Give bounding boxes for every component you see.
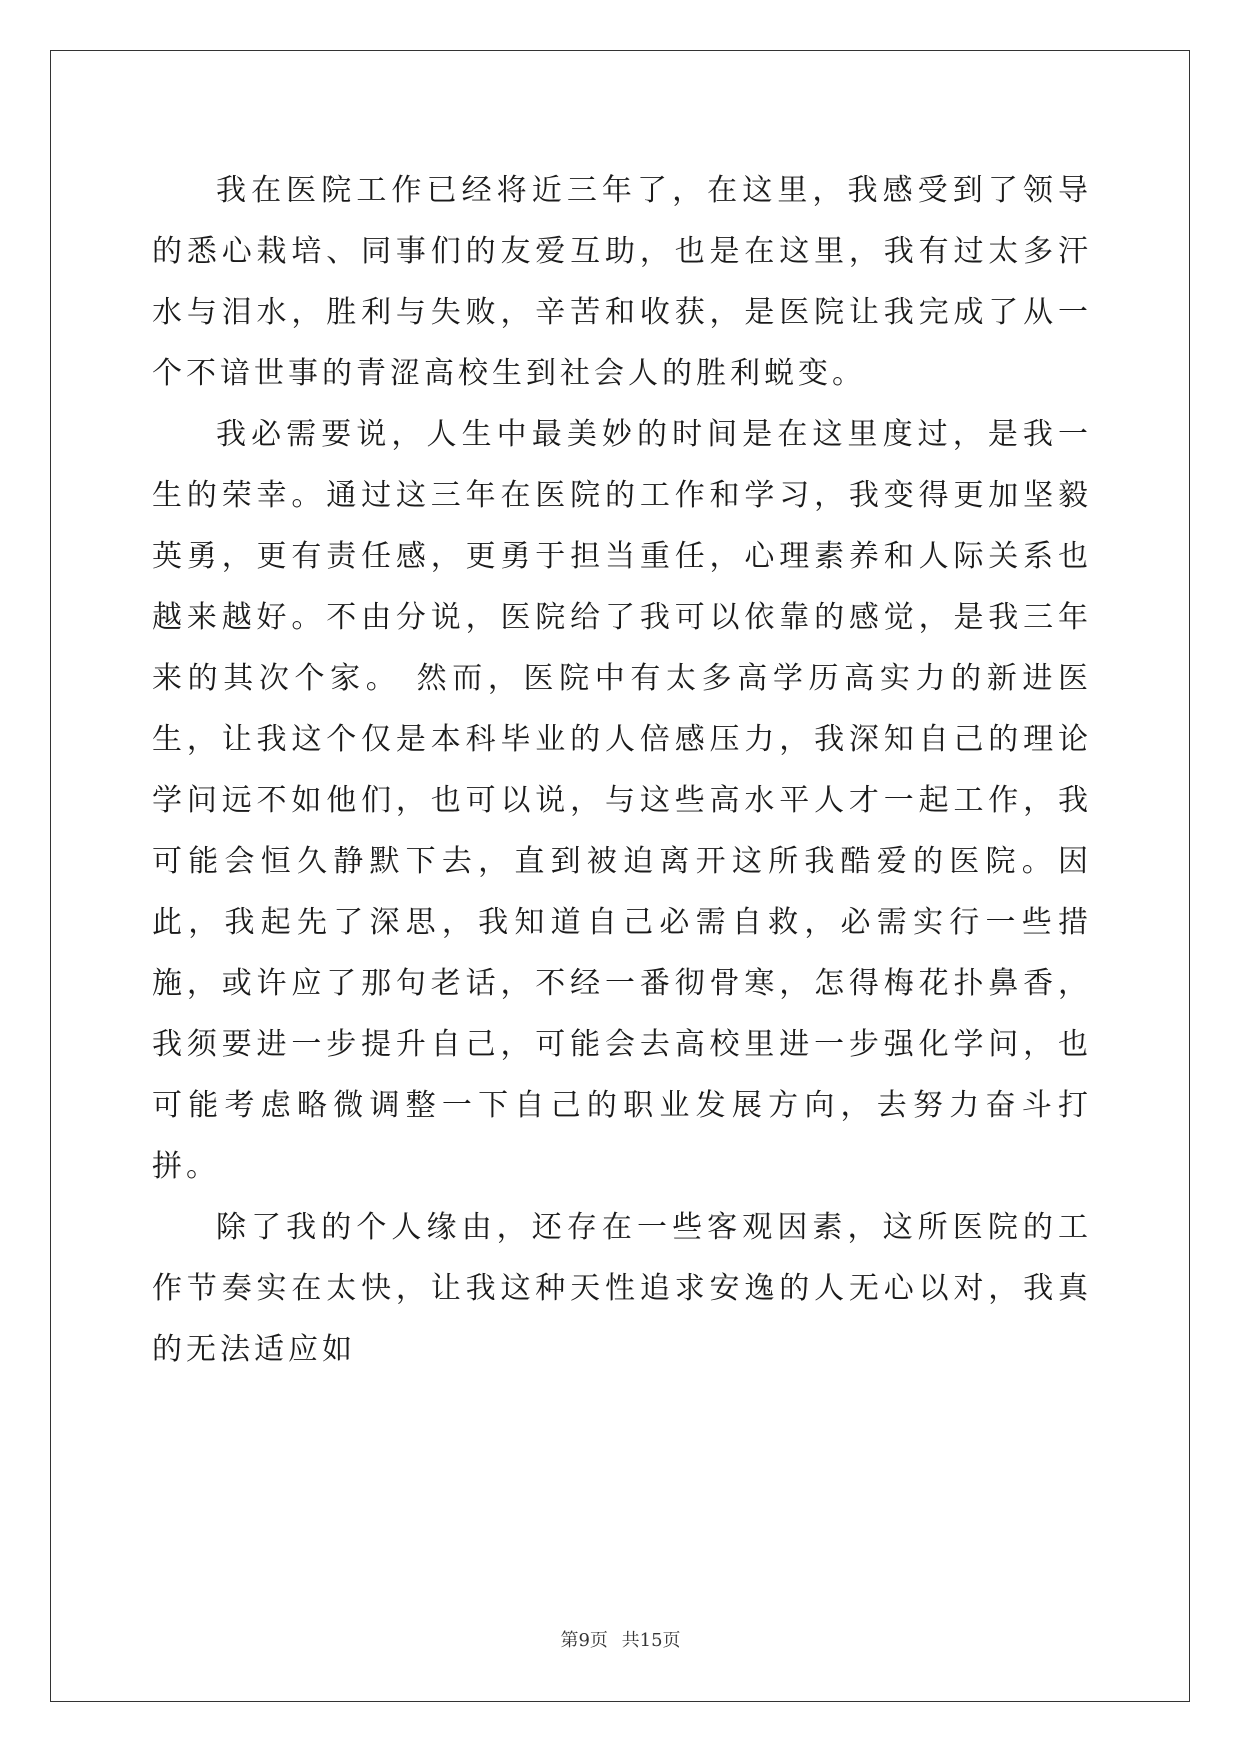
page-footer bbox=[0, 1626, 1241, 1652]
paragraph-3: 除了我的个人缘由，还存在一些客观因素，这所医院的工作节奏实在太快，让我这种天性追求安逸的人无心以对，我真的无法适应如 bbox=[152, 1210, 1092, 1367]
page-number: 第9页 bbox=[560, 1630, 608, 1651]
page-total: 共15页 bbox=[621, 1630, 681, 1651]
document-body bbox=[152, 160, 1092, 1380]
paragraph-2: 我必需要说，人生中最美妙的时间是在这里度过，是我一生的荣幸。通过这三年在医院的工作和学习，我变得更加坚毅英勇，更有责任感，更勇于担当重任，心理素养和人际关系也越来越好。不由分说，医院给了我可以依靠的感觉，是我三年来的其次个家。 然而，医院中有太多高学历高实力的新进医生，让我这个仅是本科毕业的人倍感压力，我深知自己的理论学问远不如他们，也可以说，与这些高水平人才一起工作，我可能会恒久静默下去，直到被迫离开这所我酷爱的医院。因此，我起先了深思，我知道自己必需自救，必需实行一些措施，或许应了那句老话，不经一番彻骨寒，怎得梅花扑鼻香，我须要进一步提升自己，可能会去高校里进一步强化学问，也可能考虑略微调整一下自己的职业发展方向，去努力奋斗打拼。 bbox=[152, 417, 1092, 1184]
paragraph-1: 我在医院工作已经将近三年了，在这里，我感受到了领导的悉心栽培、同事们的友爱互助，也是在这里，我有过太多汗水与泪水，胜利与失败，辛苦和收获，是医院让我完成了从一个不谙世事的青涩高校生到社会人的胜利蜕变。 bbox=[152, 173, 1092, 391]
